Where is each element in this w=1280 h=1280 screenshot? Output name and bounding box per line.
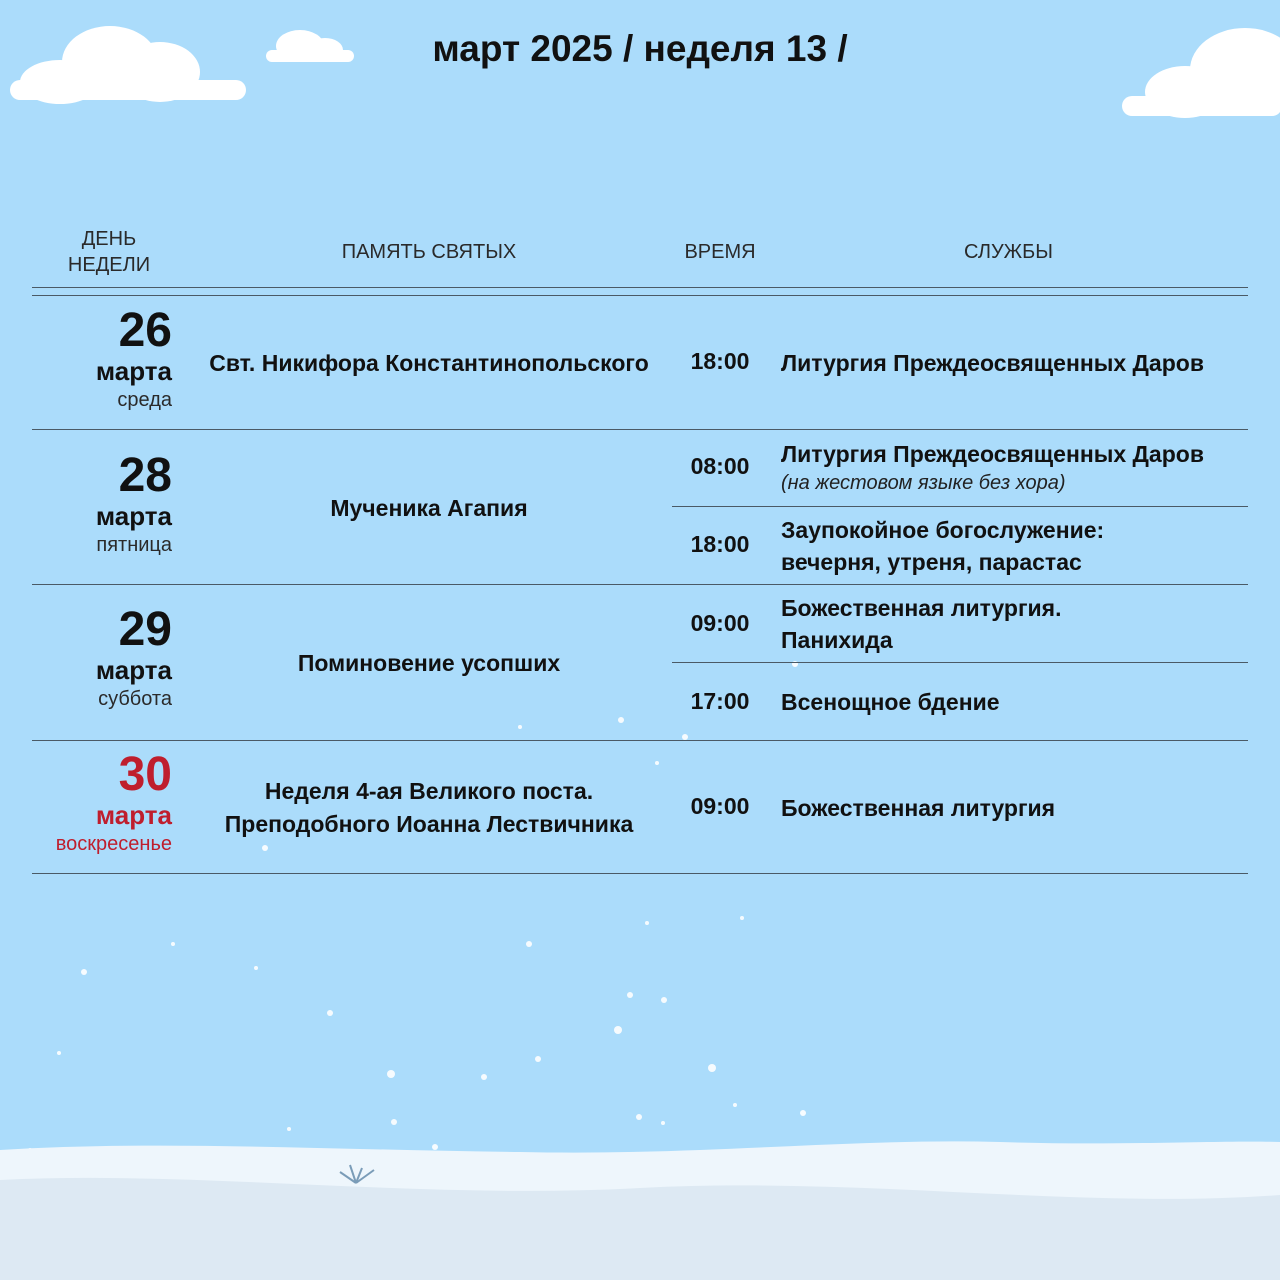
date-block <box>96 605 172 713</box>
snowflakes <box>28 661 806 1152</box>
column-header-services: СЛУЖБЫ <box>964 241 1053 263</box>
service-note: (на жестовом языке без хора) <box>781 472 1066 494</box>
service-time: 09:00 <box>690 610 750 636</box>
service-divider <box>672 506 1248 507</box>
saint-memory: Поминовение усопших <box>297 650 561 676</box>
date-number: 29 <box>118 603 172 656</box>
service-name: Божественная литургия. Панихида <box>781 595 1062 653</box>
date-weekday: среда <box>117 389 172 411</box>
service-divider <box>672 662 1248 663</box>
saint-memory: Свт. Никифора Константинопольского <box>209 350 649 376</box>
date-month: марта <box>95 501 172 531</box>
service-time: 08:00 <box>690 453 750 479</box>
date-block <box>96 451 172 559</box>
row-divider <box>32 584 1248 585</box>
date-block <box>96 306 172 414</box>
column-header-saints: ПАМЯТЬ СВЯТЫХ <box>341 241 517 263</box>
saint-memory: Мученика Агапия <box>330 495 528 521</box>
service-name: Заупокойное богослужение: вечерня, утреня, парастас <box>781 517 1105 575</box>
date-number: 30 <box>118 748 172 801</box>
row-divider <box>32 429 1248 430</box>
row-divider <box>32 873 1248 874</box>
date-month: марта <box>95 356 172 386</box>
date-weekday: суббота <box>98 688 172 710</box>
service-name: Литургия Преждеосвященных Даров (на жестовом языке без хора) <box>781 438 1251 496</box>
date-number: 28 <box>118 449 172 502</box>
page-title: март 2025 / неделя 13 / <box>432 28 848 69</box>
header-rule <box>32 295 1248 296</box>
column-header-time: ВРЕМЯ <box>684 241 756 263</box>
service-time: 18:00 <box>690 348 750 374</box>
service-time: 17:00 <box>690 688 750 714</box>
date-weekday: воскресенье <box>55 833 172 855</box>
service-time: 09:00 <box>690 793 750 819</box>
date-block <box>56 750 172 858</box>
column-header-day: ДЕНЬ НЕДЕЛИ <box>67 228 151 276</box>
saint-memory: Неделя 4-ая Великого поста. Преподобного Иоанна Лествичника <box>224 778 634 837</box>
header-rule <box>32 287 1248 288</box>
service-name: Всенощное бдение <box>781 689 1000 715</box>
row-divider <box>32 740 1248 741</box>
service-time: 18:00 <box>690 531 750 557</box>
service-name: Божественная литургия <box>781 795 1056 821</box>
date-month: марта <box>95 655 172 685</box>
date-number: 26 <box>118 304 172 357</box>
date-month: марта <box>95 800 172 830</box>
service-name: Литургия Преждеосвященных Даров <box>781 350 1204 376</box>
date-weekday: пятница <box>96 534 172 556</box>
